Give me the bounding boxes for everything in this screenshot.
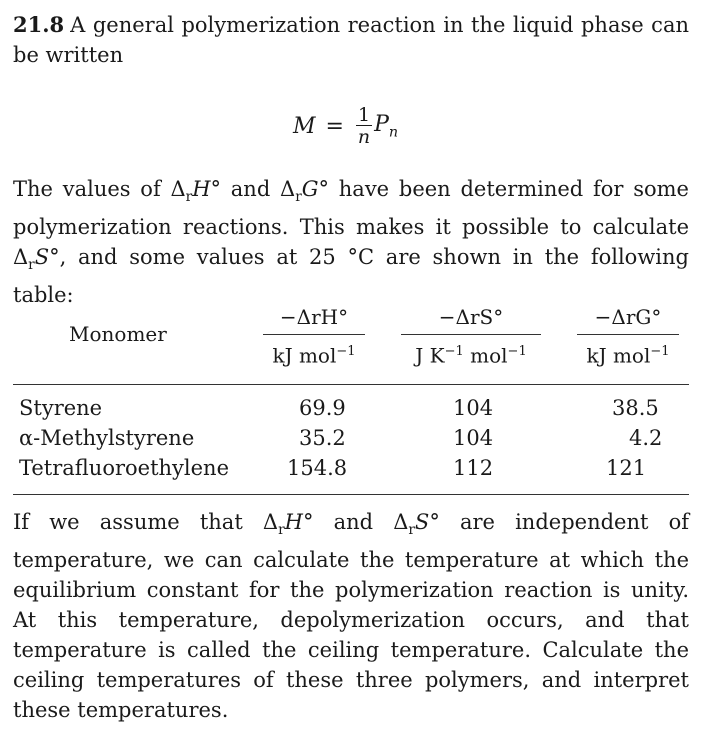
polymerization-equation (293, 94, 398, 158)
table-row (13, 396, 689, 426)
table-row (13, 456, 689, 486)
eq-rhs: $P_n$ (374, 111, 399, 141)
header-delta-s: −ΔrS° J $K^{-1}$ mol$^{-1}$ (401, 304, 541, 369)
header-monomer: Monomer (69, 322, 167, 346)
cell-monomer: Tetrafluoroethylene (19, 456, 230, 480)
cell-dh: 69.9 (299, 396, 346, 420)
cell-ds: 104 (453, 396, 494, 420)
cell-monomer: α-Methylstyrene (19, 426, 195, 450)
problem-page (13, 10, 689, 723)
intro-text: A general polymerization reaction in the liquid phase can be written (13, 13, 689, 67)
paragraph-1: The values of $\Delta_rH^\circ$ and $\Delta_rG^\circ$ have been determined for some polymerization reactions. This makes it possible to calculate $\Delta_rS^\circ$, and some values at 25 °C are shown in the following table: (13, 177, 689, 308)
cell-ds: 104 (453, 426, 494, 450)
table-bottom-rule (13, 494, 689, 495)
eq-numerator: 1 (357, 103, 371, 126)
thermo-table (13, 300, 689, 480)
cell-dh: 35.2 (299, 426, 346, 450)
eq-equals: = (325, 113, 344, 139)
eq-denominator: n (357, 125, 371, 148)
problem-number: 21.8 (13, 12, 65, 37)
problem-intro (13, 10, 689, 70)
header-delta-g: −ΔrG° kJ mol$^{-1}$ (577, 304, 679, 369)
eq-fraction (356, 105, 372, 148)
eq-lhs: M (293, 113, 316, 139)
cell-dh: 154.8 (287, 456, 348, 480)
paragraph-2: If we assume that $\Delta_rH^\circ$ and $\Delta_rS^\circ$ are independent of temperature, we can calculate the temperature at which the equilibrium constant for the polymerization reaction is unity. At this temperature, depolymerization occurs, and that temperature is called the ceiling temperature. Calculate the ceiling temperatures of these three polymers, and interpret these temperatures. (13, 510, 689, 723)
table-row (13, 426, 689, 456)
cell-monomer: Styrene (19, 396, 103, 420)
cell-dg: 121 (606, 456, 647, 480)
cell-dg: 38.5 (612, 396, 659, 420)
table-top-rule (13, 384, 689, 385)
table-header (13, 300, 689, 380)
cell-dg: 4.2 (629, 426, 663, 450)
header-delta-h: −ΔrH° kJ mol$^{-1}$ (263, 304, 365, 369)
cell-ds: 112 (453, 456, 494, 480)
